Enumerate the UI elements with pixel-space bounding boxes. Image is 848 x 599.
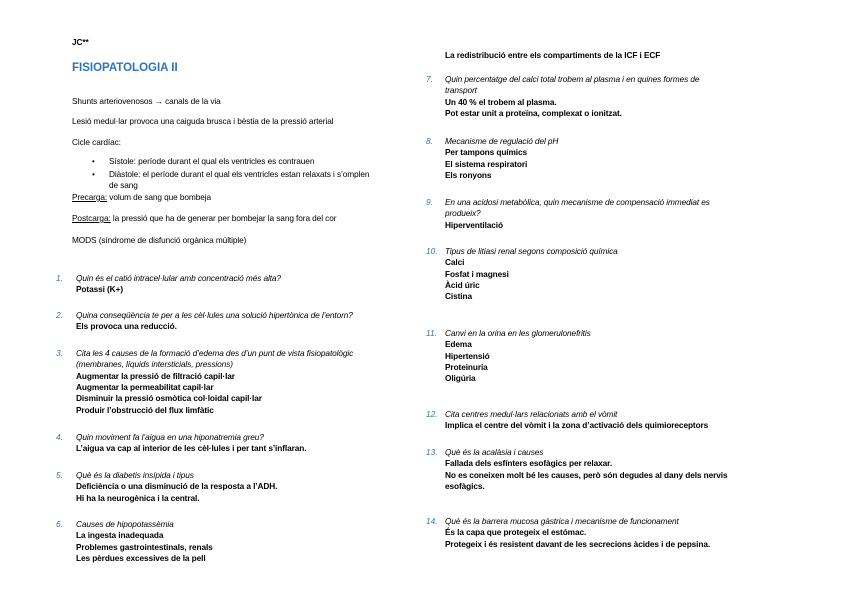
answer-text: Augmentar la pressió de filtració capil·lar <box>76 370 235 381</box>
question-text: Canvi en la orina en les glomerulonefritis <box>445 328 591 338</box>
answer-text: esofàgics. <box>445 480 485 491</box>
question-text: Mecanisme de regulació del pH <box>445 136 559 146</box>
answer-text: Implica el centre del vòmit i la zona d’activació dels quimioreceptors <box>445 420 709 431</box>
question-text: Cita centres medul·lars relacionats amb el vòmit <box>445 409 618 419</box>
question-text: produeix? <box>445 208 481 219</box>
answer-text: Protegeix i és resistent davant de les secrecions àcides i de pepsina. <box>445 538 711 549</box>
question-number: 5. <box>56 470 63 480</box>
question-text: Què és la diabetis insípida i tipus <box>76 470 194 480</box>
question-text: Quin percentatge del calci total trobem al plasma i en quines formes de <box>445 74 700 84</box>
note-sistole: Sístole: període durant el qual els ventricles es contrauen <box>109 156 315 166</box>
question-text: transport <box>445 85 477 96</box>
question-text: Quin és el catió intracel·lular amb concentració més alta? <box>76 273 281 283</box>
bullet-sistole: • <box>92 157 95 166</box>
note-lesio: Lesió medul·lar provoca una caiguda brusca i bèstia de la pressió arterial <box>72 116 334 126</box>
question-number: 8. <box>426 136 433 146</box>
question-number: 1. <box>56 273 63 283</box>
answer-text: Les pèrdues excessives de la pell <box>76 552 206 563</box>
answer-text: Els provoca una reducció. <box>76 321 177 332</box>
answer-text: Produir l’obstrucció del flux limfàtic <box>76 404 214 415</box>
question-number: 10. <box>426 246 438 256</box>
answer-text: La ingesta inadequada <box>76 530 164 541</box>
answer-text: Un 40 % el trobem al plasma. <box>445 96 557 107</box>
answer-text: És la capa que protegeix el estómac. <box>445 527 587 538</box>
question-text: (membranes, líquids intersticials, pressions) <box>76 359 233 370</box>
question-number: 12. <box>426 409 438 419</box>
note-diastole-1: Diàstole: el període durant el qual els ventricles estan relaxats i s’omplen <box>109 169 370 179</box>
note-postcarrega <box>72 213 336 224</box>
question-text: Quina conseqüència te per a les cèl·lules una solució hipertònica de l’entorn? <box>76 310 353 320</box>
carryover-answer: La redistribució entre els compartiments de la ICF i ECF <box>445 50 661 60</box>
question-number: 7. <box>426 74 433 84</box>
answer-text: Pot estar unit a proteïna, complexat o ionitzat. <box>445 107 622 118</box>
note-mods: MODS (síndrome de disfunció orgànica múltiple) <box>72 235 247 245</box>
answer-text: Els ronyons <box>445 169 492 180</box>
question-text: Causes de hipopotassèmia <box>76 519 174 529</box>
note-diastole-2: de sang <box>109 180 138 190</box>
answer-text: Hi ha la neurogènica i la central. <box>76 492 200 503</box>
answer-text: Deficiència o una disminució de la resposta a l’ADH. <box>76 481 278 492</box>
question-number: 14. <box>426 516 438 526</box>
answer-text: Per tampons químics <box>445 147 528 158</box>
question-number: 2. <box>56 310 63 320</box>
postcarrega-text: la pressió que ha de generar per bombejar la sang fora del cor <box>110 213 337 223</box>
answer-text: Fallada dels esfínters esofàgics per relaxar. <box>445 458 613 469</box>
page-title: FISIOPATOLOGIA II <box>72 62 178 74</box>
precarrega-label: Precarga: <box>72 192 108 202</box>
answer-text: Augmentar la permeabilitat capil·lar <box>76 381 214 392</box>
answer-text: Fosfat i magnesi <box>445 268 509 279</box>
answer-text: Hiperventilació <box>445 219 503 230</box>
question-number: 3. <box>56 348 63 358</box>
answer-text: Problemes gastrointestinals, renals <box>76 541 213 552</box>
answer-text: Oligúria <box>445 373 476 384</box>
answer-text: No es coneixen molt bé les causes, però són degudes al dany dels nervis <box>445 469 728 480</box>
author-initials: JC** <box>72 37 89 47</box>
answer-text: Disminuir la pressió osmòtica col·loidal capil·lar <box>76 393 262 404</box>
answer-text: L’aigua va cap al interior de les cèl·lules i per tant s’inflaran. <box>76 443 307 454</box>
answer-text: Hipertensió <box>445 350 490 361</box>
question-number: 13. <box>426 447 438 457</box>
question-text: Quin moviment fa l’aigua en una hiponatremia greu? <box>76 432 264 442</box>
question-text: En una acidosi metabòlica, quin mecanisme de compensació immediat es <box>445 197 710 207</box>
answer-text: Àcid úric <box>445 279 480 290</box>
postcarrega-label: Postcarga: <box>72 213 111 223</box>
note-precarrega <box>72 192 211 203</box>
answer-text: Potassi (K+) <box>76 284 123 295</box>
question-number: 11. <box>426 328 437 338</box>
answer-text: Edema <box>445 339 472 350</box>
question-text: Què és la barrera mucosa gàstrica i mecanisme de funcionament <box>445 516 679 526</box>
question-text: Què és la acalàsia i causes <box>445 447 544 457</box>
precarrega-text: volum de sang que bombeja <box>107 192 212 202</box>
question-text: Tipus de litiasi renal segons composició química <box>445 246 618 256</box>
note-shunts: Shunts arteriovenosos → canals de la via <box>72 96 221 106</box>
question-text: Cita les 4 causes de la formació d’edema des d’un punt de vista fisiopatològic <box>76 348 354 358</box>
answer-text: Cistina <box>445 291 472 302</box>
note-cicle: Cicle cardíac: <box>72 137 121 147</box>
answer-text: El sistema respiratori <box>445 158 528 169</box>
question-number: 6. <box>56 519 63 529</box>
answer-text: Proteinuria <box>445 361 488 372</box>
question-number: 4. <box>56 432 63 442</box>
answer-text: Calci <box>445 257 465 268</box>
bullet-diastole: • <box>92 170 95 179</box>
question-number: 9. <box>426 197 433 207</box>
